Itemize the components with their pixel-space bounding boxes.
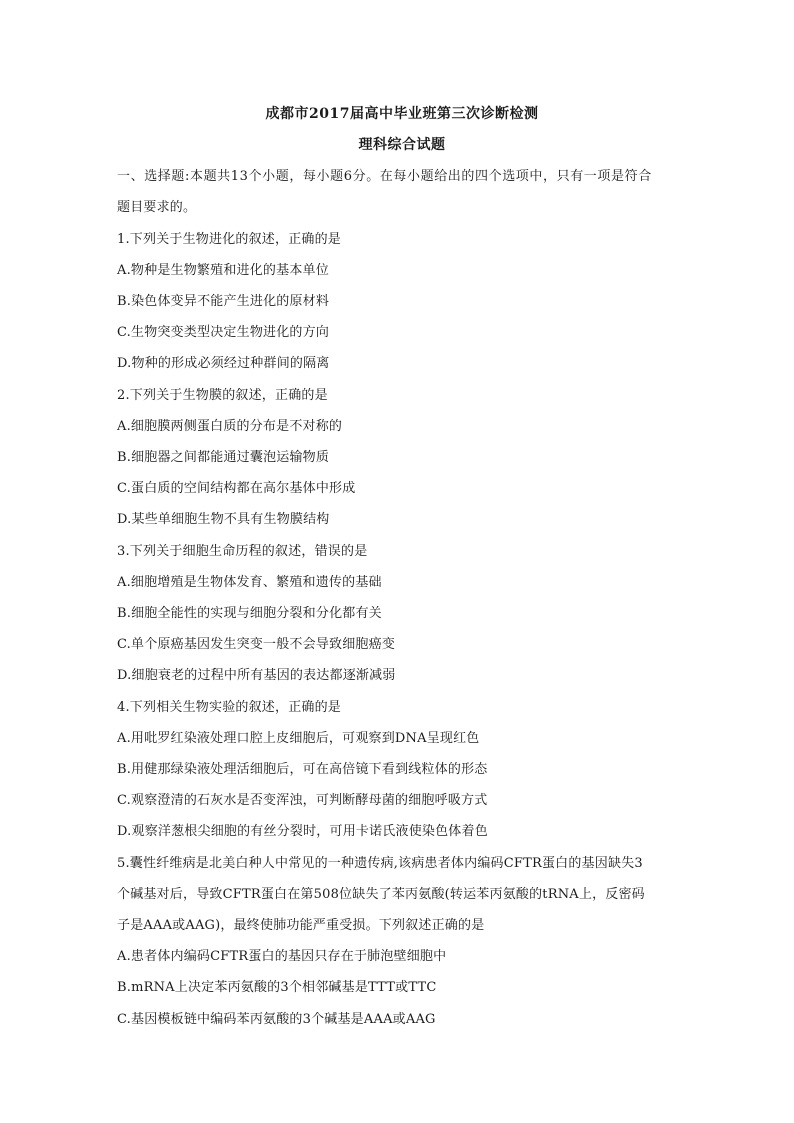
document-title: 成都市2017届高中毕业班第三次诊断检测 <box>265 106 539 122</box>
question-2-option-c: C.蛋白质的空间结构都在高尔基体中形成 <box>117 481 356 496</box>
question-1-option-c: C.生物突变类型决定生物进化的方向 <box>117 325 330 340</box>
question-3-option-b: B.细胞全能性的实现与细胞分裂和分化都有关 <box>117 606 382 621</box>
question-2-option-d: D.某些单细胞生物不具有生物膜结构 <box>117 512 330 527</box>
section-intro-line-2: 题目要求的。 <box>117 200 197 215</box>
question-1-option-d: D.物种的形成必须经过种群间的隔离 <box>117 356 330 371</box>
question-1-stem: 1.下列关于生物进化的叙述，正确的是 <box>117 232 342 247</box>
question-5-stem-line-3: 子是AAA或AAG)，最终使肺功能严重受损。下列叙述正确的是 <box>117 918 485 933</box>
question-5-option-c: C.基因模板链中编码苯丙氨酸的3个碱基是AAA或AAG <box>117 1012 436 1027</box>
question-4-option-b: B.用健那绿染液处理活细胞后，可在高倍镜下看到线粒体的形态 <box>117 762 488 777</box>
document-subtitle: 理科综合试题 <box>358 137 446 153</box>
question-2-stem: 2.下列关于生物膜的叙述，正确的是 <box>117 388 328 403</box>
question-2-option-b: B.细胞器之间都能通过囊泡运输物质 <box>117 450 330 465</box>
question-3-stem: 3.下列关于细胞生命历程的叙述，错误的是 <box>117 544 368 559</box>
question-4-option-d: D.观察洋葱根尖细胞的有丝分裂时，可用卡诺氏液使染色体着色 <box>117 824 488 839</box>
question-3-option-d: D.细胞衰老的过程中所有基因的表达都逐渐减弱 <box>117 668 396 683</box>
question-1-option-b: B.染色体变异不能产生进化的原材料 <box>117 294 330 309</box>
question-2-option-a: A.细胞膜两侧蛋白质的分布是不对称的 <box>117 419 343 434</box>
question-5-option-a: A.患者体内编码CFTR蛋白的基因只存在于肺泡壁细胞中 <box>117 949 447 964</box>
section-intro-line-1: 一、选择题:本题共13个小题，每小题6分。在每小题给出的四个选项中，只有一项是符合 <box>117 169 652 184</box>
question-3-option-a: A.细胞增殖是生物体发育、繁殖和遗传的基础 <box>117 575 382 590</box>
question-5-stem-line-1: 5.囊性纤维病是北美白种人中常见的一种遗传病,该病患者体内编码CFTR蛋白的基因缺失3 <box>117 856 643 871</box>
question-4-stem: 4.下列相关生物实验的叙述，正确的是 <box>117 700 342 715</box>
question-4-option-a: A.用吡罗红染液处理口腔上皮细胞后，可观察到DNA呈现红色 <box>117 731 480 746</box>
question-4-option-c: C.观察澄清的石灰水是否变浑浊，可判断酵母菌的细胞呼吸方式 <box>117 793 488 808</box>
question-5-stem-line-2: 个碱基对后，导致CFTR蛋白在第508位缺失了苯丙氨酸(转运苯丙氨酸的tRNA上，反密码 <box>117 887 645 902</box>
question-1-option-a: A.物种是生物繁殖和进化的基本单位 <box>117 263 329 278</box>
question-5-option-b: B.mRNA上决定苯丙氨酸的3个相邻碱基是TTT或TTC <box>117 980 437 995</box>
question-3-option-c: C.单个原癌基因发生突变一般不会导致细胞癌变 <box>117 637 396 652</box>
